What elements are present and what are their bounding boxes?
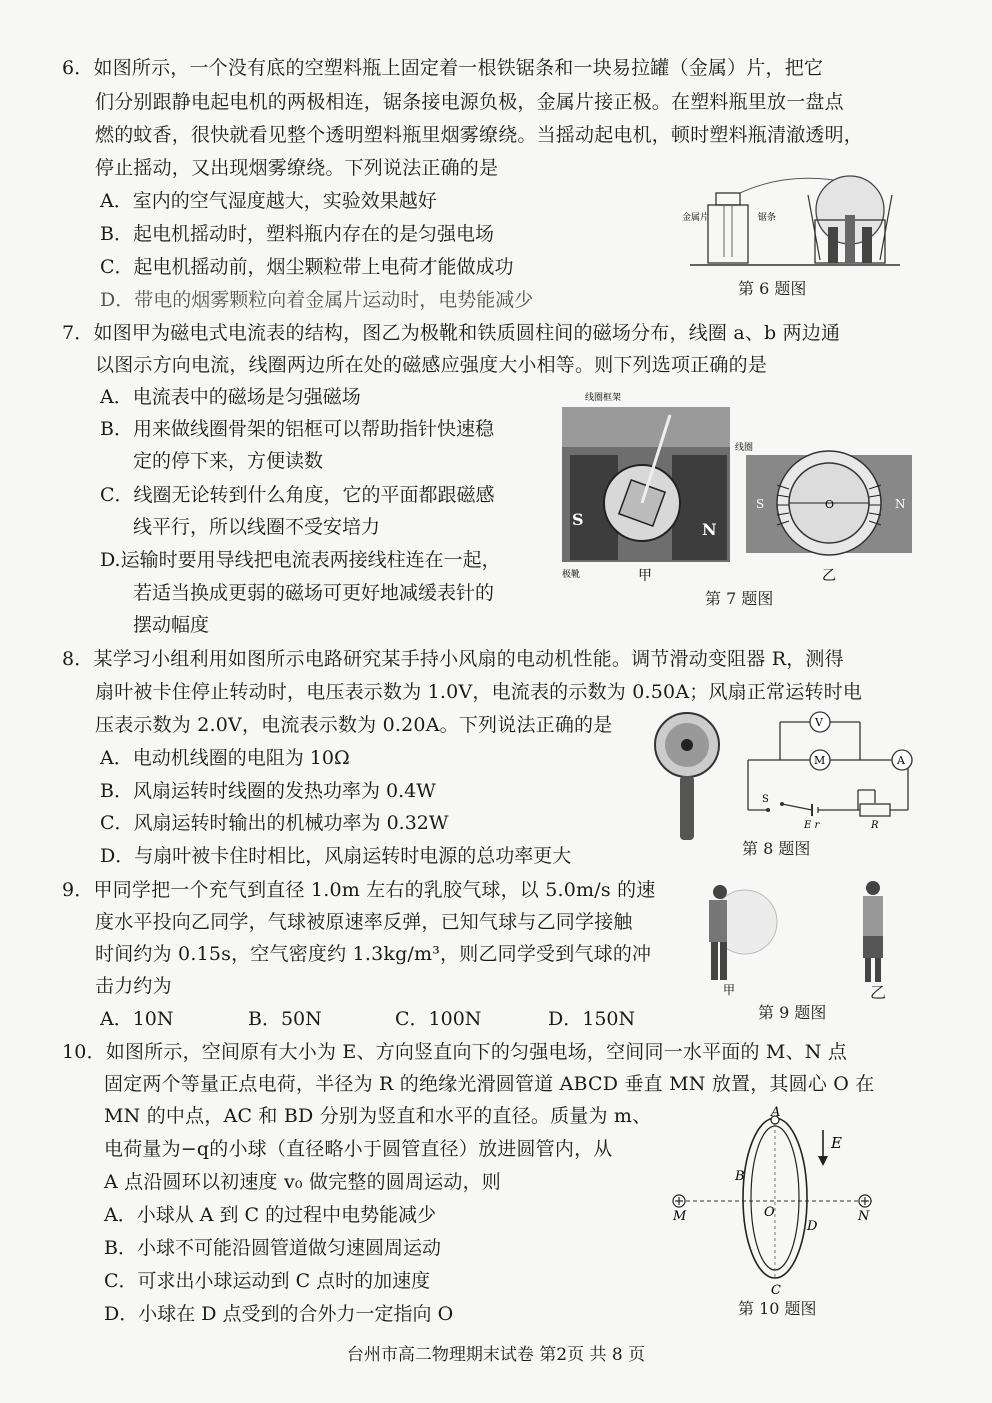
q9-line-2: 度水平投向乙同学，气球被原速率反弹，已知气球与乙同学接触 [95,911,633,933]
q6-line-4: 停止摇动，又出现烟雾缭绕。下列说法正确的是 [95,157,499,179]
q10-figure [665,1105,890,1298]
q8-label-voltmeter: V [815,716,823,729]
q10-label-c: C [771,1283,781,1298]
q10-line-5: A 点沿圆环以初速度 v₀ 做完整的圆周运动，则 [104,1171,501,1193]
q8-option-d: D．与扇叶被卡住时相比，风扇运转时电源的总功率更大 [100,845,572,867]
q6-option-d: D．带电的烟雾颗粒向着金属片运动时，电势能减少 [100,289,534,311]
q9-caption: 第 9 题图 [758,1003,827,1022]
q7-option-c: C．线圈无论转到什么角度，它的平面都跟磁感 [100,484,495,506]
q8-option-a: A．电动机线圈的电阻为 10Ω [100,747,350,769]
q9-line-4: 击力约为 [95,975,172,997]
q7-option-d-cont-2: 摆动幅度 [133,614,210,636]
q10-option-a: A．小球从 A 到 C 的过程中电势能减少 [104,1204,437,1226]
q10-option-d: D．小球在 D 点受到的合外力一定指向 O [104,1303,454,1325]
q10-label-n: N [858,1209,870,1224]
q6-line-3: 燃的蚊香，很快就看见整个透明塑料瓶里烟雾缭绕。当摇动起电机，顿时塑料瓶清澈透明， [95,124,864,146]
q8-label-er: E r [804,820,820,831]
q6-caption: 第 6 题图 [738,279,807,298]
q9-option-c: C．100N [395,1008,482,1030]
q10-line-1: 10．如图所示，空间原有大小为 E、方向竖直向下的匀强电场，空间同一水平面的 M、N 点 [62,1041,848,1063]
q7-figure [560,385,915,585]
q6-option-c: C．起电机摇动前，烟尘颗粒带上电荷才能做成功 [100,256,514,278]
q8-option-b: B．风扇运转时线圈的发热功率为 0.4W [100,780,436,802]
q9-label-yi: 乙 [870,983,887,1002]
q7-option-c-cont: 线平行，所以线圈不受安培力 [133,516,381,538]
q9-line-1: 9．甲同学把一个充气到直径 1.0m 左右的乳胶气球，以 5.0m/s 的速 [62,879,656,901]
q7-option-d-cont-1: 若适当换成更弱的磁场可更好地减缓表针的 [133,582,495,604]
q9-label-jia: 甲 [723,983,736,997]
q8-caption: 第 8 题图 [742,839,811,858]
q7-label-top: 线圈框架 [585,393,622,403]
q10-caption: 第 10 题图 [738,1299,817,1318]
q9-option-b: B．50N [248,1008,322,1030]
q10-option-c: C．可求出小球运动到 C 点时的加速度 [104,1270,431,1292]
q7-label-n: N [702,520,717,539]
q7-label-s: S [572,510,584,529]
q7-caption: 第 7 题图 [705,589,774,608]
q8-label-motor: M [814,754,826,767]
q7-option-b-cont: 定的停下来，方便读数 [133,450,324,472]
q9-option-d: D．150N [548,1008,636,1030]
q6-line-1: 6．如图所示，一个没有底的空塑料瓶上固定着一根铁锯条和一块易拉罐（金属）片，把它 [62,57,824,79]
q7-label-o: O [825,498,835,511]
q10-label-o: O [764,1205,775,1220]
q7-label-s2: S [756,497,765,511]
q10-label-d: D [807,1219,818,1234]
q9-line-3: 时间约为 0.15s，空气密度约 1.3kg/m³，则乙同学受到气球的冲 [95,943,652,965]
q6-label-metal: 金属片 [682,213,710,223]
q8-fan-image [650,710,725,845]
q7-option-b: B．用来做线圈骨架的铝框可以帮助指针快速稳 [100,418,494,440]
q8-circuit-diagram [740,712,915,830]
q10-line-4: 电荷量为−q的小球（直径略小于圆管直径）放进圆管内，从 [104,1138,613,1160]
q10-line-2: 固定两个等量正点电荷，半径为 R 的绝缘光滑圆管道 ABCD 垂直 MN 放置，其圆心 O 在 [104,1073,875,1095]
q10-label-a: A [771,1105,781,1120]
q8-line-1: 8．某学习小组利用如图所示电路研究某手持小风扇的电动机性能。调节滑动变阻器 R，测得 [62,648,844,670]
q7-label-side: 极靴 [562,570,581,580]
q6-option-a: A．室内的空气湿度越大，实验效果越好 [100,190,437,212]
q8-label-switch: S [762,794,769,805]
q9-option-a: A．10N [100,1008,174,1030]
q8-label-r: R [871,820,879,831]
q10-label-e: E [831,1134,842,1152]
q8-option-c: C．风扇运转时输出的机械功率为 0.32W [100,812,449,834]
q6-label-saw: 锯条 [758,213,777,223]
q7-line-1: 7．如图甲为磁电式电流表的结构，图乙为极靴和铁质圆柱间的磁场分布，线圈 a、b 两边通 [62,322,841,344]
q8-line-3: 压表示数为 2.0V，电流表示数为 0.20A。下列说法正确的是 [95,714,613,736]
q6-line-2: 们分别跟静电起电机的两极相连，锯条接电源负极，金属片接正极。在塑料瓶里放一盘点 [95,91,844,113]
q10-label-m: M [673,1209,687,1224]
q7-line-2: 以图示方向电流，线圈两边所在处的磁感应强度大小相等。则下列选项正确的是 [95,354,768,376]
q6-option-b: B．起电机摇动时，塑料瓶内存在的是匀强电场 [100,223,494,245]
q10-option-b: B．小球不可能沿圆管道做匀速圆周运动 [104,1237,441,1259]
q7-label-coil: 线圈 [735,443,754,453]
q7-label-jia: 甲 [638,568,652,584]
q7-option-a: A．电流表中的磁场是匀强磁场 [100,386,361,408]
q6-figure [680,165,910,275]
q8-label-ammeter: A [897,754,905,767]
q9-figure [695,870,895,1000]
page-footer: 台州市高二物理期末试卷 第2页 共 8 页 [346,1345,646,1365]
q7-label-yi: 乙 [822,568,836,584]
q7-label-n2: N [895,497,906,511]
q8-line-2: 扇叶被卡住停止转动时，电压表示数为 1.0V，电流表的示数为 0.50A；风扇正常运转时电 [95,681,863,703]
q10-label-b: B [735,1169,745,1184]
q7-option-d: D.运输时要用导线把电流表两接线柱连在一起， [100,549,501,571]
q10-line-3: MN 的中点，AC 和 BD 分别为竖直和水平的直径。质量为 m、 [104,1105,652,1127]
